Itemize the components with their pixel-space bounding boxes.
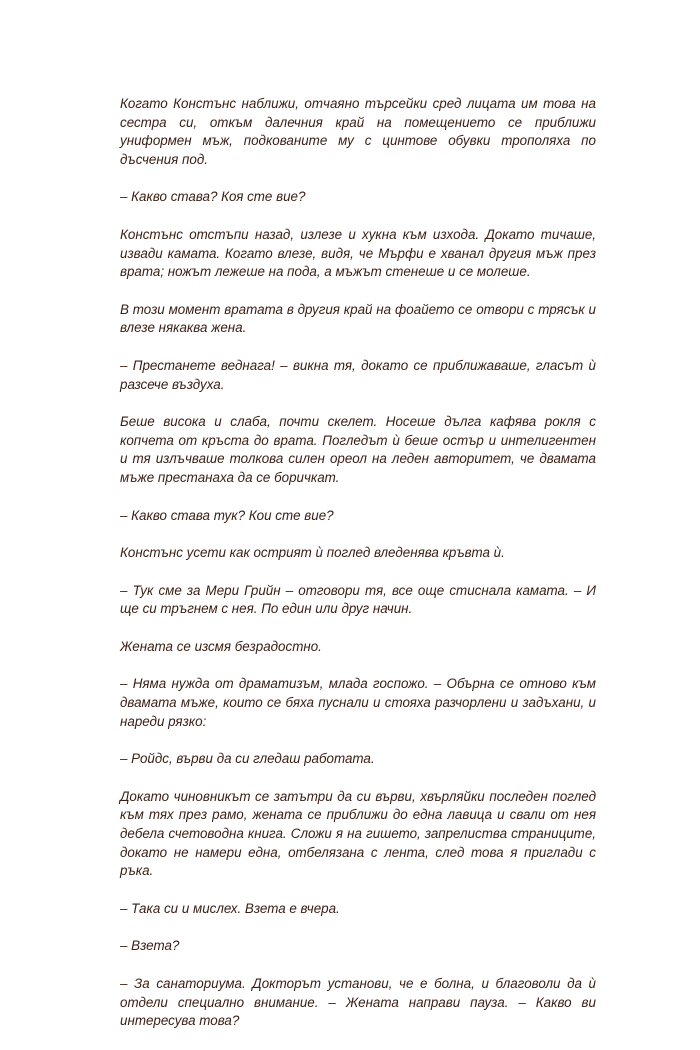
paragraph: – Няма нужда от драматизъм, млада госпожо. – Обърна се отново към двамата мъже, които се бяха пуснали и стояха разчорлени и задъхани, и нареди рязко:	[120, 676, 596, 729]
paragraph: – Какво става тук? Кои сте вие?	[120, 507, 334, 523]
paragraph: Констънс отстъпи назад, излезе и хукна към изхода. Докато тичаше, извади камата. Когато влезе, видя, че Мърфи е хванал другия мъж през врата; ножът лежеше на пода, а мъжът стенеше и се молеше.	[120, 226, 596, 280]
paragraph: – Тук сме за Мери Грийн – отговори тя, все още стиснала камата. – И ще си тръгнем с нея. По един или друг начин.	[120, 582, 596, 617]
paragraph: Жената се изсмя безрадостно.	[120, 638, 322, 654]
paragraph: Констънс усети как острият ѝ поглед вледенява кръвта ѝ.	[120, 545, 505, 561]
paragraph: – За санаториума. Докторът установи, че е болна, и благоволи да ѝ отдели специално внимание. – Жената направи пауза. – Какво ви интересува това?	[120, 976, 596, 1029]
paragraph: Докато чиновникът се затътри да си върви, хвърляйки последен поглед към тях през рамо, жената се приближи до една лавица и свали от нея дебела счетоводна книга. Сложи я на гишето, запрелиства страниците, докато не намери една, отбелязана с лента, след това я приглади с ръка.	[120, 788, 596, 879]
paragraph: – Престанете веднага! – викна тя, докато се приближаваше, гласът ѝ разсече въздуха.	[120, 357, 596, 392]
paragraph: – Ройдс, върви да си гледаш работата.	[120, 751, 375, 767]
paragraph: В този момент вратата в другия край на фоайето се отвори с трясък и влезе някаква жена.	[120, 301, 596, 336]
paragraph: – Така си и мислех. Взета е вчера.	[120, 900, 340, 916]
paragraph: Когато Констънс наближи, отчаяно търсейки сред лицата им това на сестра си, откъм далечния край на помещението се приближи униформен мъж, подкованите му с цинтове обувки трополяха по дъсчения под.	[120, 96, 596, 167]
paragraph: Беше висока и слаба, почти скелет. Носеше дълга кафява рокля с копчета от кръста до врата. Погледът ѝ беше остър и интелигентен и тя излъчваше толкова силен ореол на леден авторитет, че двамата мъже престанаха да се боричкат.	[120, 414, 596, 485]
text-column	[120, 95, 596, 1050]
paragraph: – Взета?	[120, 938, 180, 954]
paragraph: – Какво става? Коя сте вие?	[120, 189, 306, 205]
